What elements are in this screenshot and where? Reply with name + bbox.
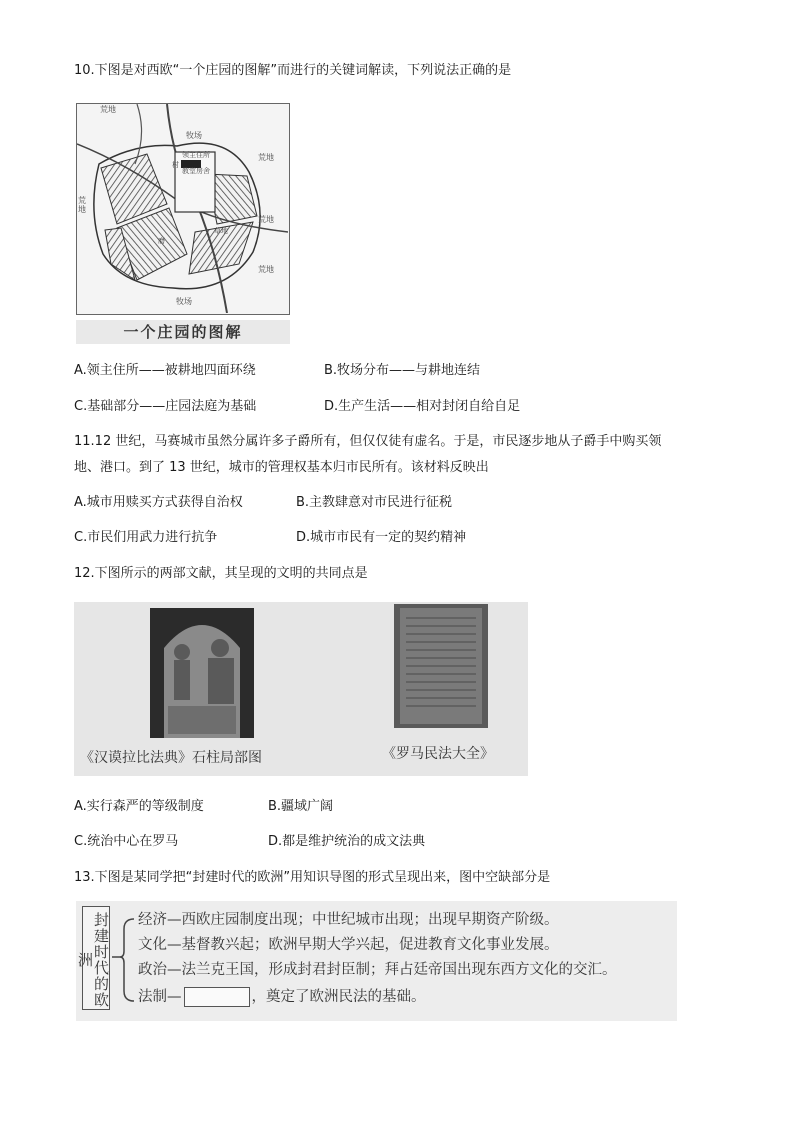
hammurabi-caption: 《汉谟拉比法典》石柱局部图 bbox=[80, 750, 262, 766]
manor-map bbox=[77, 104, 288, 313]
mind-branch-law bbox=[138, 987, 426, 1007]
mind-branch-culture: 文化—基督教兴起；欧洲早期大学兴起，促进教育文化事业发展。 bbox=[138, 937, 559, 953]
manor-caption: 一个庄园的图解 bbox=[76, 320, 290, 344]
q12-option-c[interactable]: C.统治中心在罗马 bbox=[74, 834, 179, 849]
answer-blank-box[interactable] bbox=[184, 987, 250, 1007]
label-wasteland-left: 荒地 bbox=[78, 196, 86, 214]
q12-option-a[interactable]: A.实行森严的等级制度 bbox=[74, 799, 204, 814]
q10-option-c[interactable]: C.基础部分——庄园法庭为基础 bbox=[74, 399, 257, 414]
label-meadow: 草地 bbox=[214, 227, 228, 235]
law-prefix: 法制— bbox=[138, 989, 182, 1005]
label-pasture-bottom: 牧场 bbox=[176, 297, 192, 306]
mind-branch-politics: 政治—法兰克王国，形成封君封臣制；拜占廷帝国出现东西方文化的交汇。 bbox=[138, 962, 617, 978]
q12-stem: 12.下图所示的两部文献，其呈现的文明的共同点是 bbox=[74, 566, 368, 581]
label-mill: 磨 bbox=[158, 237, 165, 245]
label-wasteland-right2: 荒地 bbox=[258, 215, 274, 224]
manor-diagram bbox=[76, 103, 290, 315]
q11-option-a[interactable]: A.城市用赎买方式获得自治权 bbox=[74, 495, 243, 510]
label-wasteland-right3: 荒地 bbox=[258, 265, 274, 274]
q12-option-d[interactable]: D.都是维护统治的成文法典 bbox=[268, 834, 426, 849]
q10-option-d[interactable]: D.生产生活——相对封闭自给自足 bbox=[324, 399, 521, 414]
mind-branch-economy: 经济—西欧庄园制度出现；中世纪城市出现；出现早期资产阶级。 bbox=[138, 912, 559, 928]
label-lord-house: 领主住所 bbox=[182, 151, 210, 159]
q11-stem-line2: 地、港口。到了 13 世纪，城市的管理权基本归市民所有。该材料反映出 bbox=[74, 460, 489, 475]
q11-option-b[interactable]: B.主教肆意对市民进行征税 bbox=[296, 495, 453, 510]
hammurabi-stele-image bbox=[150, 608, 254, 738]
roman-code-caption: 《罗马民法大全》 bbox=[382, 746, 494, 762]
q13-stem: 13.下图是某同学把“封建时代的欧洲”用知识导图的形式呈现出来，图中空缺部分是 bbox=[74, 870, 551, 885]
roman-code-image bbox=[394, 604, 488, 728]
q11-stem-line1: 11.12 世纪，马赛城市虽然分属许多子爵所有，但仅仅徒有虚名。于是，市民逐步地从子爵手中购买领 bbox=[74, 434, 662, 449]
label-pasture-top: 牧场 bbox=[186, 131, 202, 140]
q10-option-a[interactable]: A.领主住所——被耕地四面环绕 bbox=[74, 363, 256, 378]
law-suffix: ，奠定了欧洲民法的基础。 bbox=[251, 989, 426, 1005]
q11-option-c[interactable]: C.市民们用武力进行抗争 bbox=[74, 530, 218, 545]
q10-option-b[interactable]: B.牧场分布——与耕地连结 bbox=[324, 363, 481, 378]
label-wasteland-right1: 荒地 bbox=[258, 153, 274, 162]
q11-option-d[interactable]: D.城市市民有一定的契约精神 bbox=[296, 530, 467, 545]
label-village: 村 bbox=[172, 161, 179, 169]
q10-stem: 10.下图是对西欧“一个庄园的图解”而进行的关键词解读，下列说法正确的是 bbox=[74, 63, 512, 78]
mind-map-root: 封建时代的欧洲 bbox=[82, 906, 110, 1010]
label-wasteland-top: 荒地 bbox=[100, 105, 116, 114]
q12-option-b[interactable]: B.疆域广阔 bbox=[268, 799, 334, 814]
label-church-house: 教堂房舍 bbox=[182, 167, 210, 175]
